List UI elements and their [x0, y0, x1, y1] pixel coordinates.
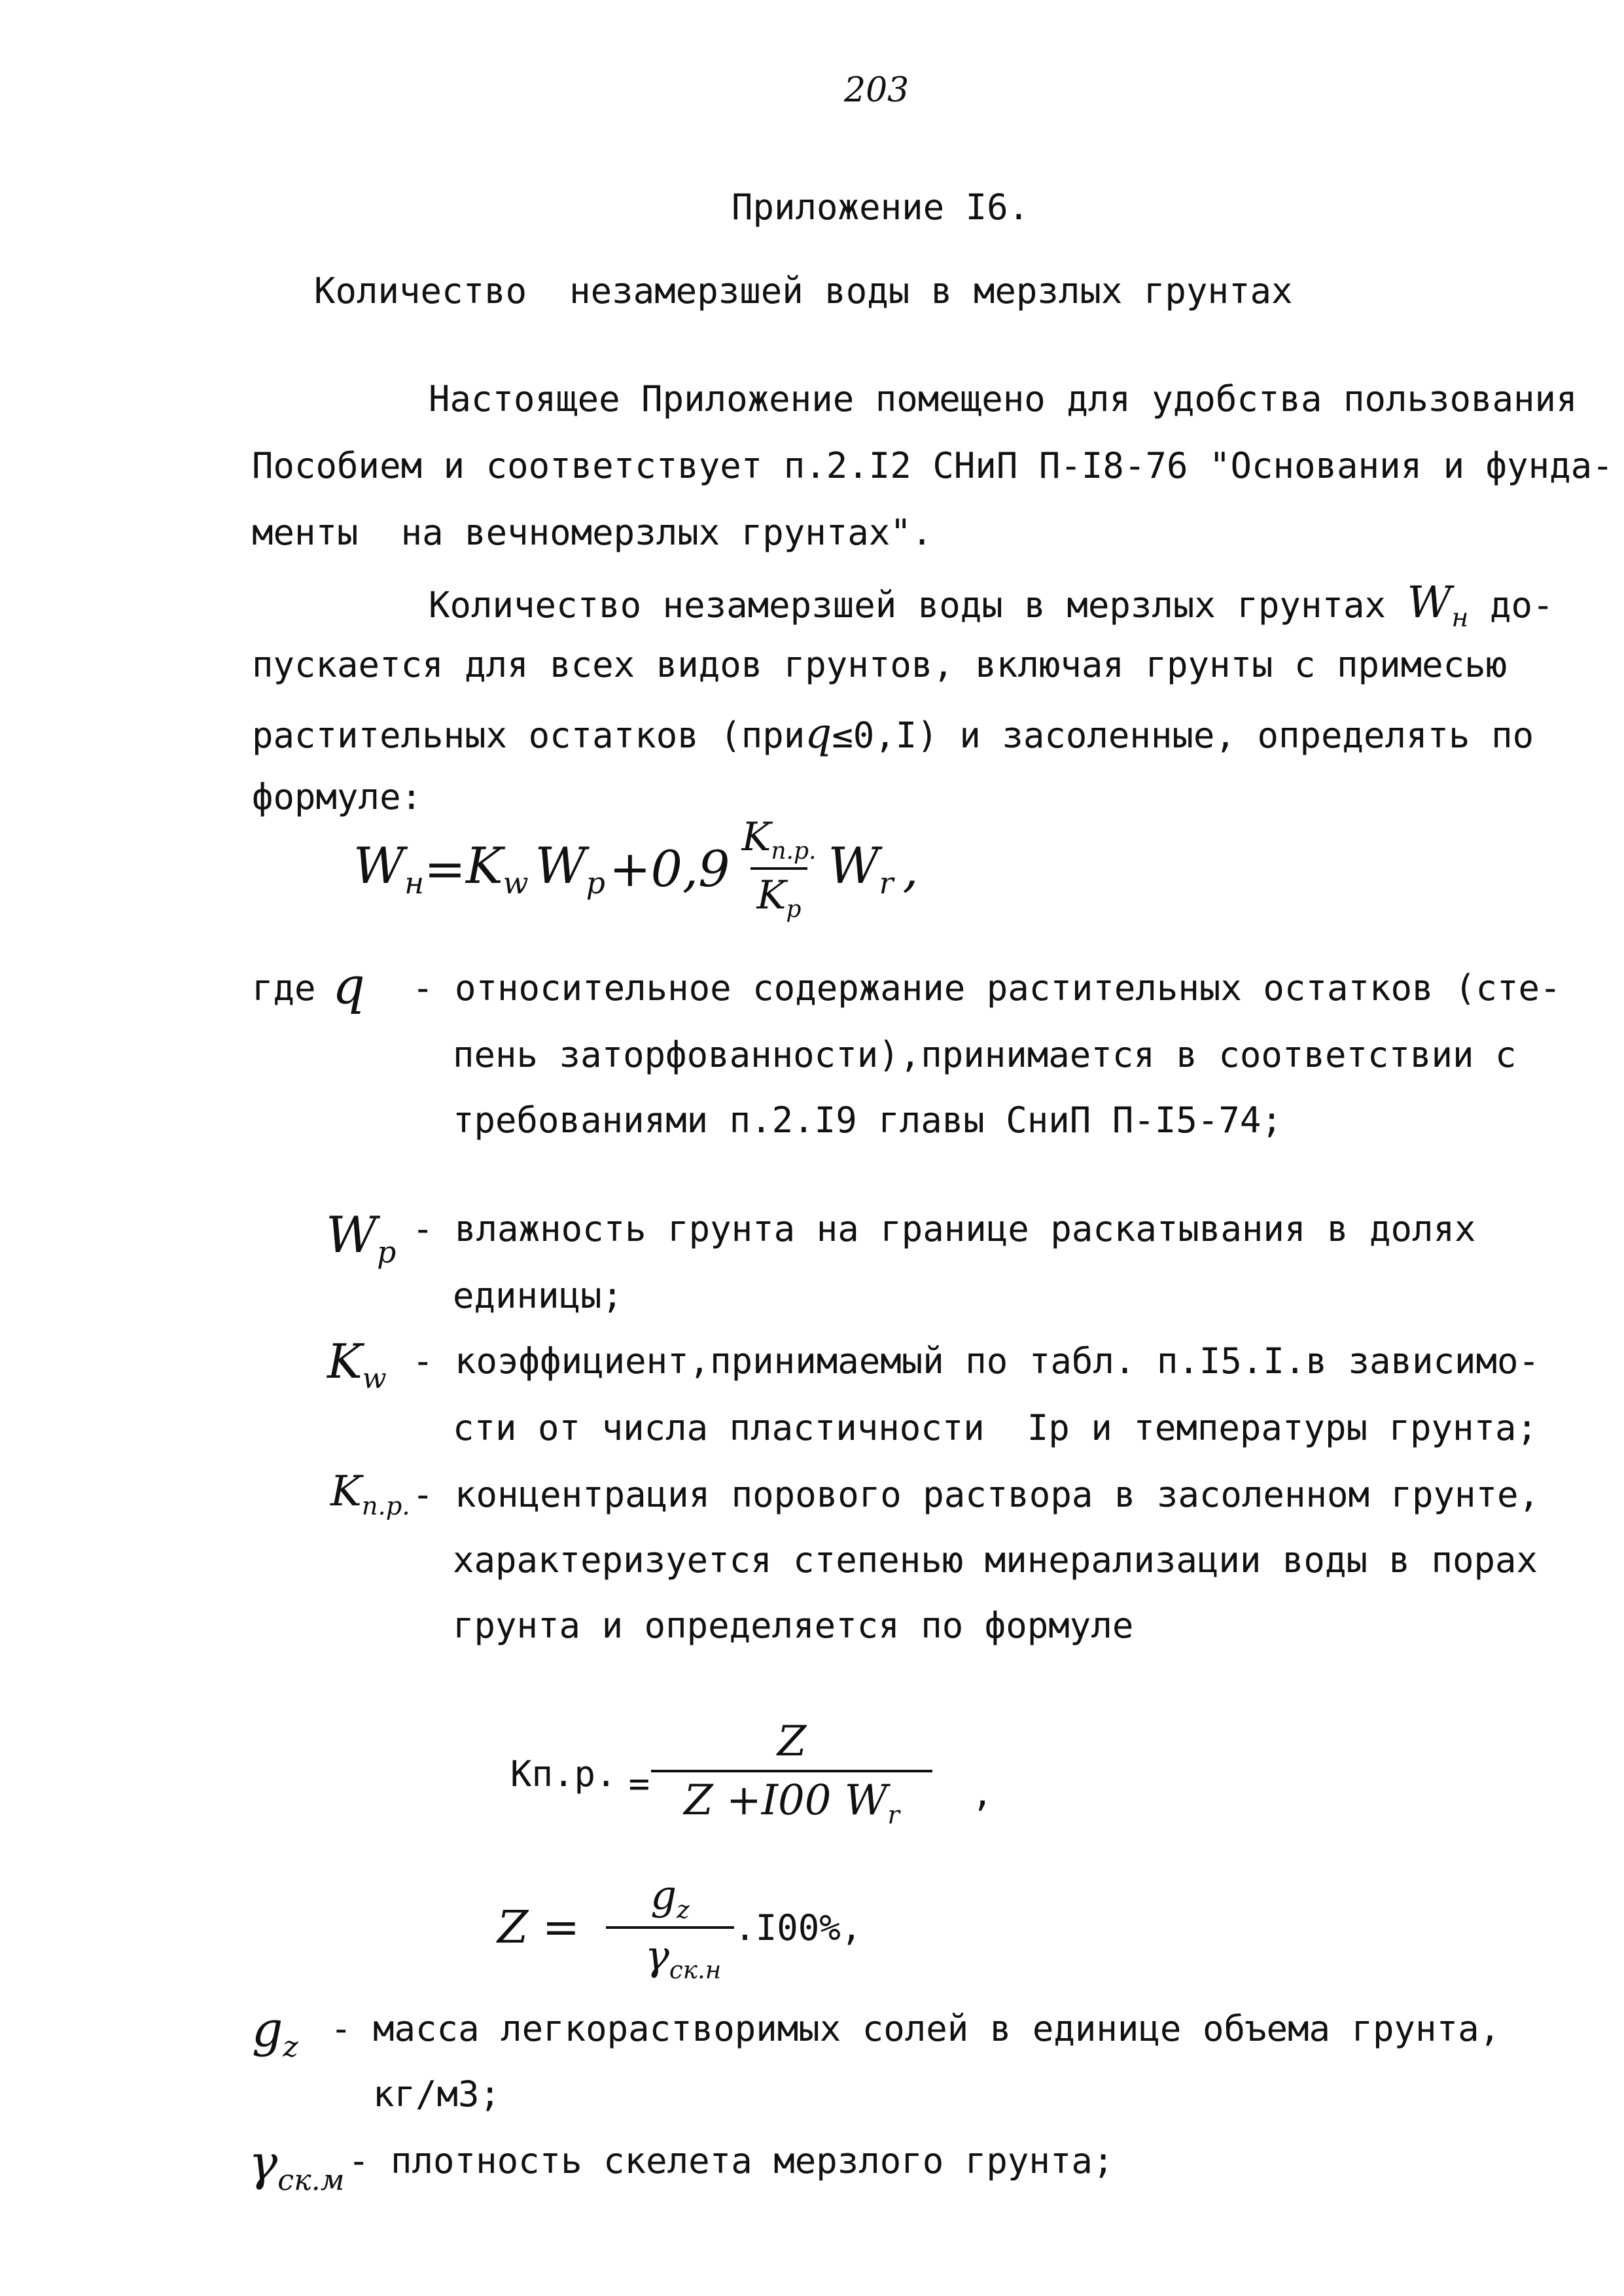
def-q-lead: где [252, 967, 316, 1009]
para2-line-1 [429, 577, 1553, 633]
wn-symbol: $W_н$ [1407, 577, 1469, 634]
def-gz-line-1: - масса легкорастворимых солей в единице объема грунта, [330, 2008, 1501, 2049]
kpr-formula-end: , [972, 1772, 993, 1814]
section-title: Количество незамерзшей воды в мерзлых грунтах [314, 270, 1293, 312]
intro-line-2: Пособием и соответствует п.2.I2 СНиП П-I8-76 "Основания и фунда- [252, 445, 1614, 486]
main-formula-wn: $W_н$ [353, 836, 425, 901]
def-kw-symbol: $K_w$ [327, 1334, 387, 1395]
main-formula-wp: $W_p$ [535, 836, 605, 901]
intro-line-3: менты на вечномерзлых грунтах". [252, 512, 933, 553]
para2-line-3 [252, 709, 1534, 758]
main-formula-end: , [902, 839, 919, 898]
def-kpr-symbol: $K_{п.р.}$ [330, 1467, 410, 1521]
def-q-symbol: q [332, 957, 365, 1016]
def-gz-symbol: $g_z$ [252, 2001, 298, 2064]
def-kw-line-2: сти от числа пластичности Ip и температуры грунта; [453, 1407, 1538, 1448]
kpr-formula-lhs: Кп.р. [510, 1753, 617, 1795]
main-formula-wr: $W_r$ [828, 836, 894, 901]
z-formula [497, 1865, 862, 1990]
main-formula-fraction: $\frac{K_{п.р.}}{K_p}$ [741, 814, 817, 923]
def-wp-symbol: $W_p$ [326, 1206, 397, 1270]
z-formula-tail: .I00%, [734, 1907, 862, 1948]
def-gamma-line-1: - плотность скелета мерзлого грунта; [348, 2140, 1114, 2181]
def-gamma-symbol: $\gamma_{ск.м}$ [249, 2135, 345, 2197]
def-kpr-line-2: характеризуется степенью минерализации воды в порах [453, 1539, 1538, 1581]
def-q-line-2: пень заторфованности),принимается в соответствии с [453, 1034, 1517, 1075]
para2-line-3-end: ≤0,I) и засоленные, определять по [832, 715, 1534, 756]
def-kw-line-1: - коэффициент,принимаемый по табл. п.I5.I.в зависимо- [412, 1340, 1540, 1382]
page-number: 203 [844, 71, 909, 110]
intro-line-1: Настоящее Приложение помещено для удобства пользования [429, 378, 1578, 420]
def-q-line-3: требованиями п.2.I9 главы СниП П-I5-74; [453, 1100, 1282, 1141]
para2-line-4: формуле: [252, 776, 423, 817]
main-formula-coef: +0,9 [609, 839, 730, 898]
def-kpr-line-3: грунта и определяется по формуле [453, 1605, 1134, 1646]
def-q-line-1: - относительное содержание растительных остатков (сте- [412, 967, 1561, 1009]
def-kpr-line-1: - концентрация порового раствора в засоленном грунте, [412, 1474, 1540, 1515]
def-gz-line-2: кг/м3; [373, 2073, 501, 2115]
main-formula-kw: $K_w$ [465, 836, 529, 901]
para2-line-1-end: до- [1489, 584, 1554, 626]
kpr-formula-fraction: $\frac{Z}{Z +I00 W_r}$ [651, 1717, 932, 1830]
def-wp-line-2: единицы; [453, 1275, 624, 1316]
q-symbol: q [805, 709, 832, 758]
main-formula [353, 806, 919, 931]
kpr-formula-eq: = [628, 1763, 650, 1804]
main-formula-eq: = [424, 839, 466, 898]
z-formula-fraction: $\frac{g_z}{\gamma_{ск.н}}$ [606, 1871, 734, 1984]
def-wp-line-1: - влажность грунта на границе раскатывания в долях [412, 1208, 1476, 1249]
kpr-formula [510, 1715, 993, 1833]
z-formula-lhs: Z = [497, 1901, 580, 1954]
para2-line-2: пускается для всех видов грунтов, включая грунты с примесью [252, 644, 1508, 685]
para2-line-3-text: растительных остатков (при [252, 715, 805, 756]
appendix-title: Приложение I6. [732, 187, 1030, 228]
para2-line-1-text: Количество незамерзшей воды в мерзлых грунтах [429, 584, 1386, 626]
